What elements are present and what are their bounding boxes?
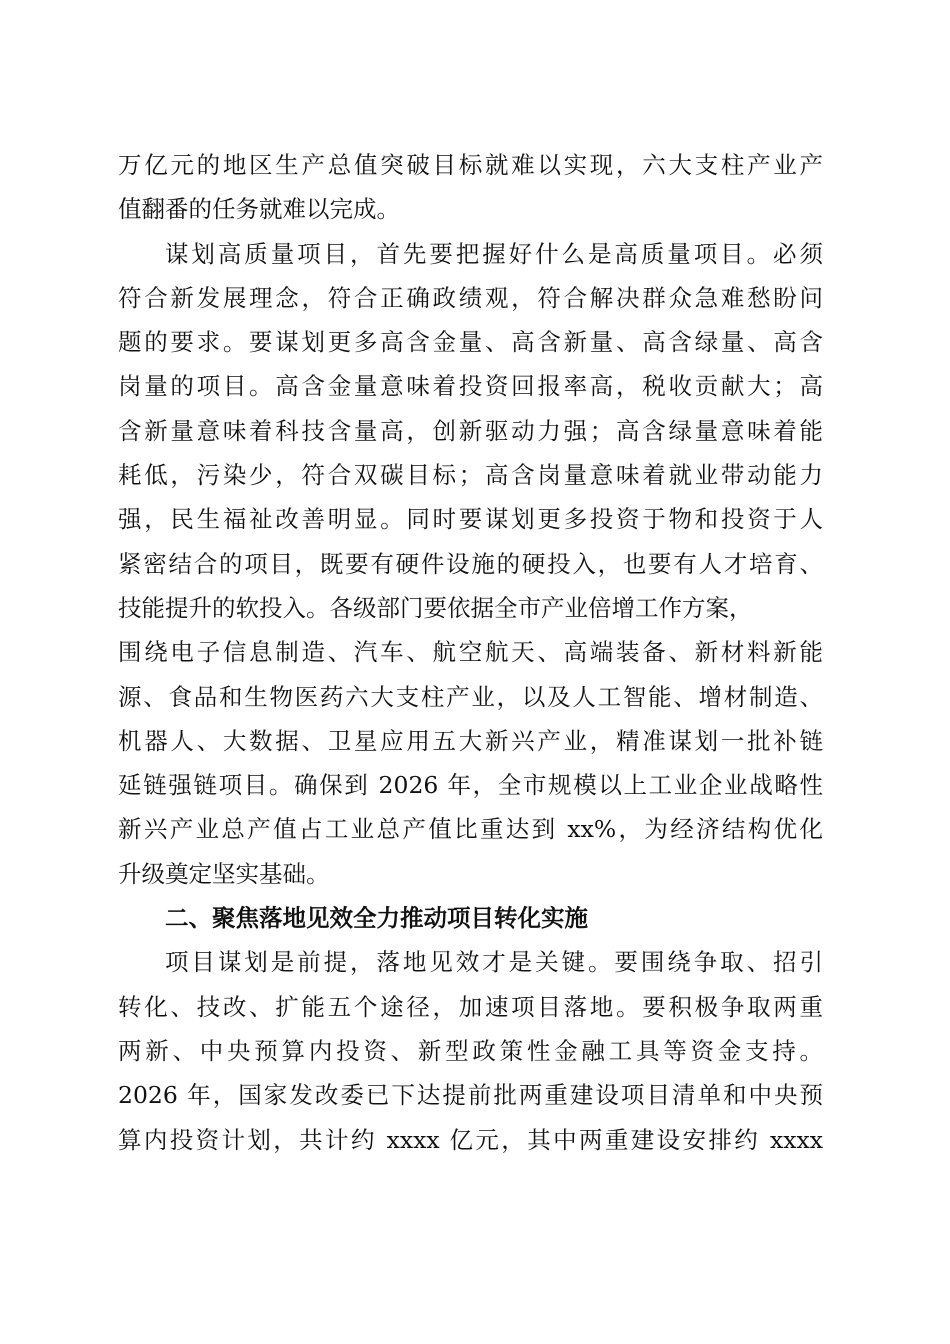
paragraph-high-quality-projects bbox=[118, 232, 823, 896]
text-line: 耗低，污染少，符合双碳目标；高含岗量意味着就业带动能力 bbox=[118, 461, 823, 490]
text-line: 万亿元的地区生产总值突破目标就难以实现，六大支柱产业产 bbox=[118, 151, 823, 179]
text-line: 符合新发展理念，符合正确政绩观，符合解决群众急难愁盼问 bbox=[118, 283, 823, 312]
text-line: 谋划高质量项目，首先要把握好什么是高质量项目。必须 bbox=[165, 239, 823, 268]
paragraph-continuation bbox=[118, 143, 823, 232]
text-line: 岗量的项目。高含金量意味着投资回报率高，税收贡献大；高 bbox=[118, 372, 823, 401]
text-line: 值翻番的任务就难以完成。 bbox=[118, 195, 400, 224]
text-line: 围绕电子信息制造、汽车、航空航天、高端装备、新材料新能 bbox=[118, 638, 823, 667]
paragraph-project-implementation bbox=[118, 940, 823, 1161]
section-heading: 二、聚焦落地见效全力推动项目转化实施 bbox=[165, 904, 588, 933]
text-line: 源、食品和生物医药六大支柱产业，以及人工智能、增材制造、 bbox=[118, 682, 823, 711]
text-line: 升级奠定坚实基础。 bbox=[118, 859, 330, 888]
text-line: 2026 年，国家发改委已下达提前批两重建设项目清单和中央预 bbox=[118, 1081, 823, 1110]
text-line: 含新量意味着科技含量高，创新驱动力强；高含绿量意味着能 bbox=[118, 416, 823, 445]
text-line: 算内投资计划，共计约 xxxx 亿元，其中两重建设安排约 xxxx bbox=[118, 1125, 823, 1154]
text-line: 题的要求。要谋划更多高含金量、高含新量、高含绿量、高含 bbox=[118, 328, 823, 357]
text-line: 两新、中央预算内投资、新型政策性金融工具等资金支持。 bbox=[118, 1036, 823, 1065]
text-line: 新兴产业总产值占工业总产值比重达到 xx%，为经济结构优化 bbox=[118, 815, 823, 844]
text-line: 延链强链项目。确保到 2026 年，全市规模以上工业企业战略性 bbox=[118, 771, 823, 800]
text-line: 机器人、大数据、卫星应用五大新兴产业，精准谋划一批补链 bbox=[118, 726, 823, 755]
text-line: 项目谋划是前提，落地见效才是关键。要围绕争取、招引 bbox=[165, 948, 823, 977]
text-line: 技能提升的软投入。各级部门要依据全市产业倍增工作方案， bbox=[118, 593, 753, 622]
document-page bbox=[118, 143, 823, 1162]
text-line: 强，民生福祉改善明显。同时要谋划更多投资于物和投资于人 bbox=[118, 505, 823, 534]
text-line: 转化、技改、扩能五个途径，加速项目落地。要积极争取两重 bbox=[118, 992, 823, 1021]
text-line: 紧密结合的项目，既要有硬件设施的硬投入，也要有人才培育、 bbox=[118, 549, 823, 578]
